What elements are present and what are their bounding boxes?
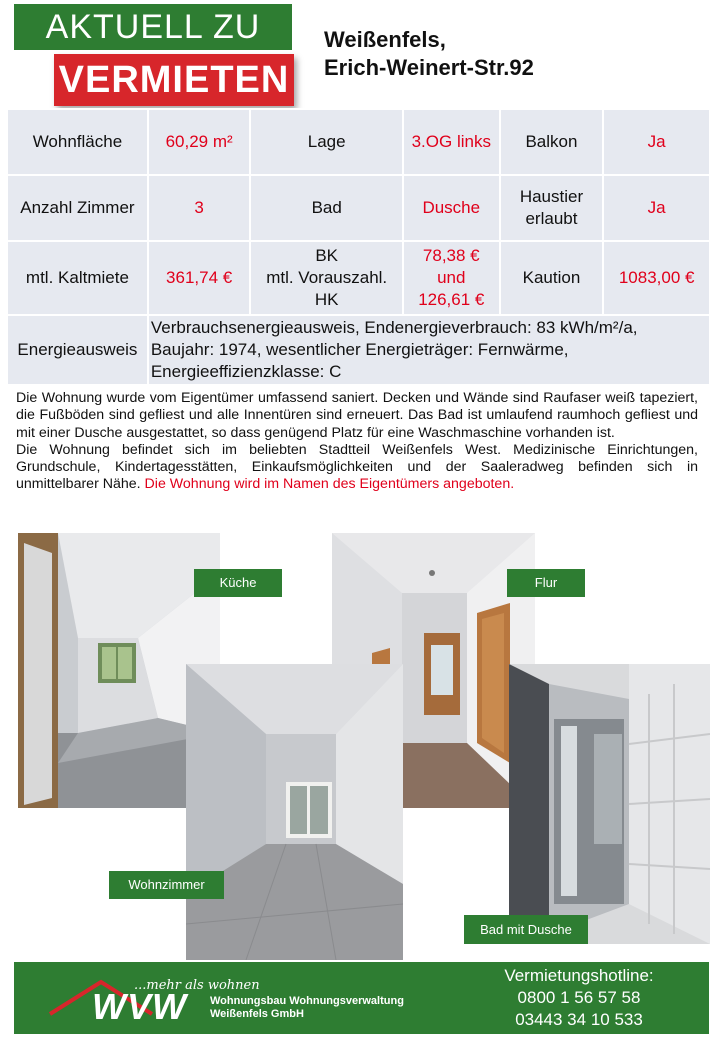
living-room-label: Wohnzimmer (109, 871, 224, 899)
vorauszahlung-label-line-3: HK (314, 290, 339, 309)
address-city: Weißenfels, (324, 27, 446, 52)
haustier-label (500, 175, 604, 241)
kaution-value: 1083,00 € (603, 241, 710, 315)
vorauszahlung-label-line-1: BK (315, 246, 339, 265)
rental-hotline (454, 965, 704, 1031)
energie-line-2: Baujahr: 1974, wesentlicher Energieträger: Fernwärme, (150, 340, 569, 359)
company-name (210, 995, 404, 1021)
haustier-label-line-1: Haustier (519, 187, 584, 206)
bathroom-label: Bad mit Dusche (464, 915, 588, 944)
haustier-label-line-2: erlaubt (525, 209, 578, 228)
hotline-phone-2: 03443 34 10 533 (515, 1010, 643, 1029)
vorauszahlung-value (403, 241, 500, 315)
kaution-label: Kaution (500, 241, 604, 315)
logo-line-2: VERMIETEN (54, 54, 294, 106)
table-row (7, 315, 710, 385)
wvw-logo-text: WVW (92, 986, 187, 1027)
energieausweis-details (148, 315, 710, 385)
bathroom-photo (509, 664, 710, 944)
hallway-label: Flur (507, 569, 585, 597)
company-name-line-2: Weißenfels GmbH (210, 1008, 304, 1020)
vorauszahlung-value-line-3: 126,61 € (418, 290, 485, 309)
vorauszahlung-value-line-2: und (437, 268, 466, 287)
wohnflaeche-value: 60,29 m² (148, 109, 251, 175)
vorauszahlung-value-line-1: 78,38 € (422, 246, 480, 265)
vorauszahlung-label-line-2: mtl. Vorauszahl. (266, 268, 388, 287)
bad-value: Dusche (403, 175, 500, 241)
footer-tagline: ...mehr als wohnen (134, 978, 260, 993)
owner-note: Die Wohnung wird im Namen des Eigentümers angeboten. (144, 476, 515, 493)
aktuell-zu-vermieten-logo (8, 4, 298, 106)
address-street: Erich-Weinert-Str.92 (324, 55, 534, 80)
energieausweis-label: Energieausweis (7, 315, 148, 385)
balkon-label: Balkon (500, 109, 604, 175)
balkon-value: Ja (603, 109, 710, 175)
kitchen-label: Küche (194, 569, 282, 597)
property-address (324, 26, 534, 82)
bad-label: Bad (250, 175, 403, 241)
description-paragraph-2 (16, 442, 698, 494)
energie-line-3: Energieeffizienzklasse: C (150, 362, 342, 381)
energie-line-1: Verbrauchsenergieausweis, Endenergieverbrauch: 83 kWh/m²/a, (150, 318, 638, 337)
haustier-value: Ja (603, 175, 710, 241)
footer-banner (14, 962, 709, 1034)
hotline-phone-1: 0800 1 56 57 58 (517, 988, 641, 1007)
kaltmiete-value: 361,74 € (148, 241, 251, 315)
vorauszahlung-label (250, 241, 403, 315)
description-paragraph-2-text: Die Wohnung befindet sich im beliebten Stadtteil Weißenfels West. Medizinische Einrichtungen, Grundschule, Kindertagesstätten, Einkaufsmöglichkeiten und der Saaleradweg befinden sich in unmittelbarer Nähe. (16, 441, 698, 493)
zimmer-value: 3 (148, 175, 251, 241)
description-paragraph-1: Die Wohnung wurde vom Eigentümer umfassend saniert. Decken und Wände sind Raufaser weiß tapeziert, die Fußböden sind gefliest und alle Innentüren sind erneuert. Das Bad ist umlaufend raumhoch gefliest und mit einer Dusche ausgestattet, so dass genügend Platz für eine Waschmaschine vorhanden ist. (16, 390, 698, 441)
lage-value: 3.OG links (403, 109, 500, 175)
living-room-photo (186, 664, 403, 960)
property-facts-table (6, 108, 711, 386)
table-row (7, 109, 710, 175)
property-description (16, 390, 698, 494)
table-row (7, 241, 710, 315)
table-row (7, 175, 710, 241)
wohnflaeche-label: Wohnfläche (7, 109, 148, 175)
company-name-line-1: Wohnungsbau Wohnungsverwaltung (210, 995, 404, 1007)
zimmer-label: Anzahl Zimmer (7, 175, 148, 241)
kaltmiete-label: mtl. Kaltmiete (7, 241, 148, 315)
lage-label: Lage (250, 109, 403, 175)
logo-line-1: AKTUELL ZU (14, 4, 292, 50)
hotline-label: Vermietungshotline: (504, 966, 654, 985)
